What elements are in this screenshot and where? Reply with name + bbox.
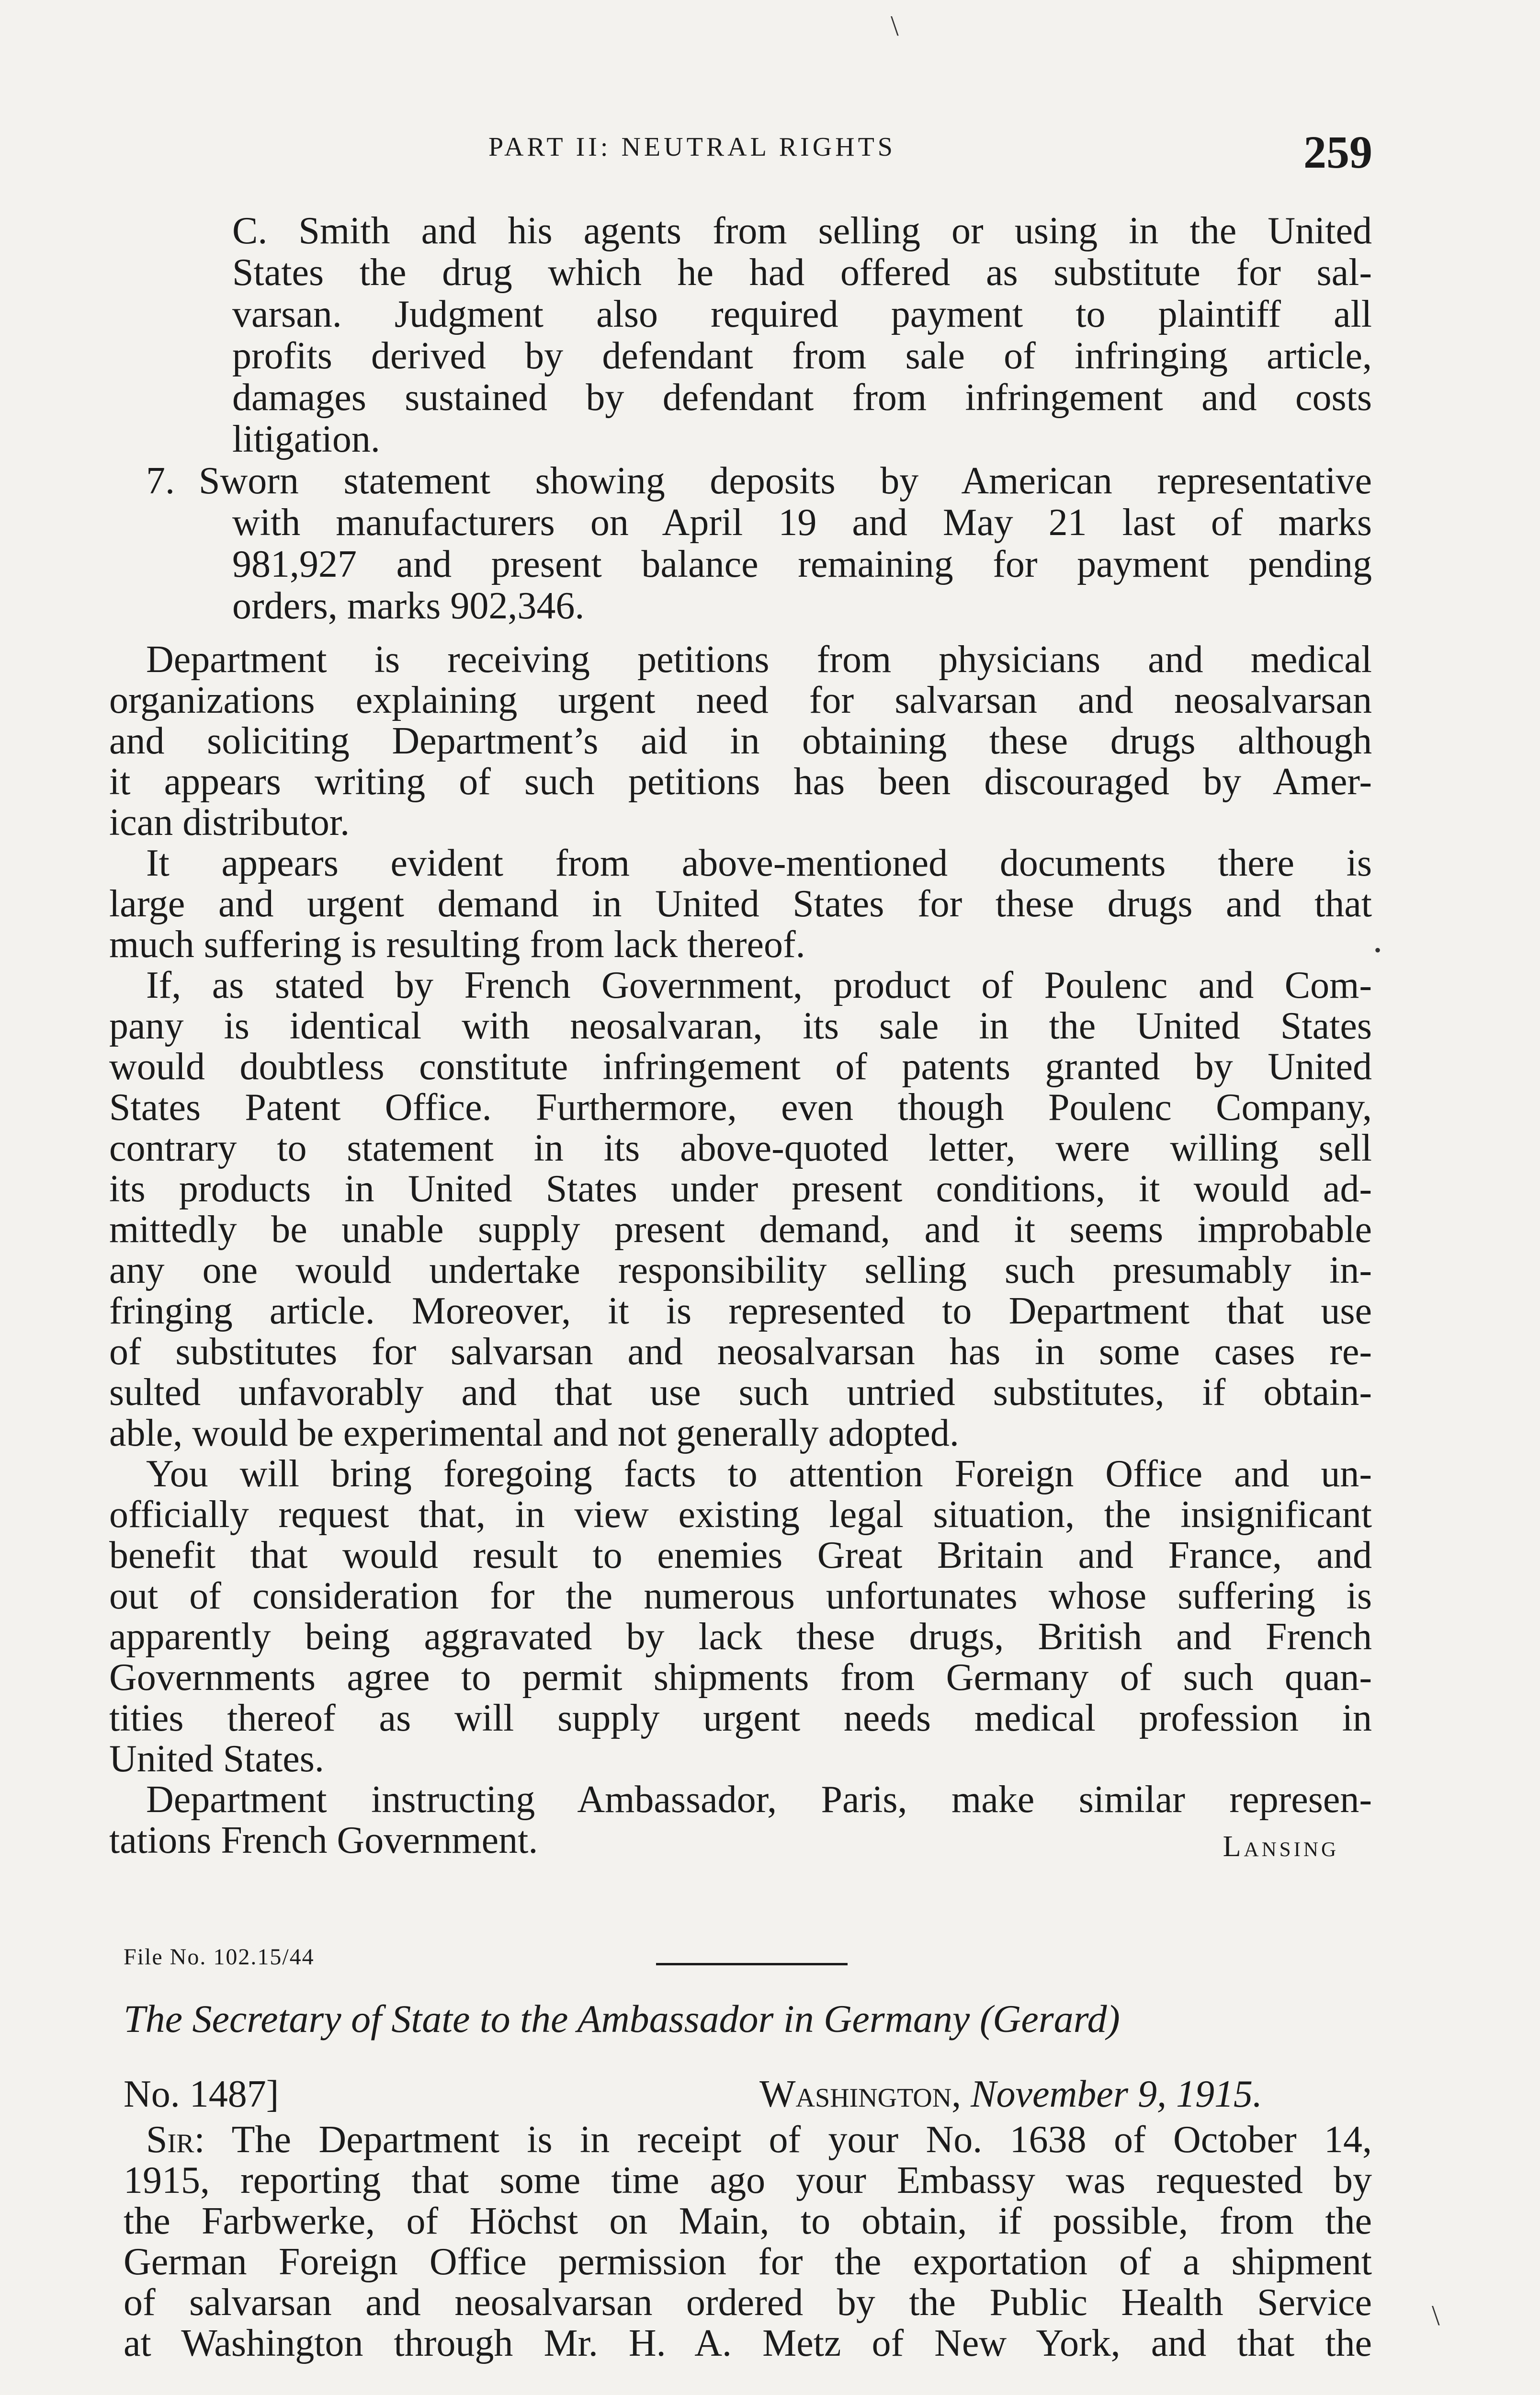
text-line: much suffering is resulting from lack thereof.	[109, 924, 805, 966]
text-line: Governments agree to permit shipments from Germany of such quan-	[109, 1656, 1372, 1699]
text-line: Department is receiving petitions from physicians and medical	[146, 639, 1372, 681]
text-line: of salvarsan and neosalvarsan ordered by the Public Health Service	[124, 2281, 1372, 2324]
salutation: Sir:	[146, 2119, 205, 2161]
dateline-place: Washington,	[759, 2073, 962, 2115]
letter-number: No. 1487]	[124, 2073, 279, 2115]
text-line	[146, 2120, 1372, 2160]
text-line: contrary to statement in its above-quoted letter, were willing sell	[109, 1127, 1372, 1169]
text-line: apparently being aggravated by lack these drugs, British and French	[109, 1616, 1372, 1658]
list-number: 7.	[146, 460, 175, 502]
text-line: damages sustained by defendant from infringement and costs	[232, 376, 1372, 419]
text-line: would doubtless constitute infringement of patents granted by United	[109, 1046, 1372, 1088]
text-line: Department instructing Ambassador, Paris, make similar represen-	[146, 1779, 1372, 1821]
text-line: sulted unfavorably and that use such untried substitutes, if obtain-	[109, 1371, 1372, 1414]
text-line: any one would undertake responsibility selling such presumably in-	[109, 1249, 1372, 1291]
signature: Lansing	[1223, 1830, 1339, 1863]
text-line: orders, marks 902,346.	[232, 585, 585, 627]
text-line: Sworn statement showing deposits by American representative	[199, 460, 1372, 502]
dateline	[759, 2074, 1262, 2114]
document-title: The Secretary of State to the Ambassador in Germany (Gerard)	[124, 1997, 1120, 2041]
text-line: litigation.	[232, 418, 380, 460]
stray-mark: \	[1432, 2300, 1440, 2331]
text-line: large and urgent demand in United States for these drugs and that	[109, 883, 1372, 925]
text-line: 1915, reporting that some time ago your Embassy was requested by	[124, 2159, 1372, 2201]
text-line: and soliciting Department’s aid in obtaining these drugs although	[109, 720, 1372, 762]
text-line: officially request that, in view existing legal situation, the insignificant	[109, 1494, 1372, 1536]
text-line: of substitutes for salvarsan and neosalvarsan has in some cases re-	[109, 1331, 1372, 1373]
text-line: tations French Government.	[109, 1819, 538, 1861]
text-line: You will bring foregoing facts to attention Foreign Office and un-	[146, 1453, 1372, 1495]
section-divider	[656, 1963, 848, 1965]
running-header: PART II: NEUTRAL RIGHTS	[488, 132, 896, 162]
text-line: States the drug which he had offered as substitute for sal-	[232, 251, 1372, 294]
file-number: File No. 102.15/44	[124, 1944, 315, 1970]
text-line: benefit that would result to enemies Great Britain and France, and	[109, 1534, 1372, 1576]
text-line: at Washington through Mr. H. A. Metz of New York, and that the	[124, 2322, 1372, 2364]
dateline-date: November 9, 1915.	[971, 2073, 1262, 2115]
text-line: its products in United States under present conditions, it would ad-	[109, 1168, 1372, 1210]
text-line: United States.	[109, 1738, 324, 1780]
text-line: profits derived by defendant from sale of infringing article,	[232, 335, 1372, 377]
text-line: It appears evident from above-mentioned documents there is	[146, 842, 1372, 884]
text-line: with manufacturers on April 19 and May 21 last of marks	[232, 502, 1372, 544]
text-line: If, as stated by French Government, product of Poulenc and Com-	[146, 964, 1372, 1006]
text-line: C. Smith and his agents from selling or using in the United	[232, 210, 1372, 252]
text-line: German Foreign Office permission for the exportation of a shipment	[124, 2241, 1372, 2283]
text-line: ican distributor.	[109, 801, 350, 844]
text-line: mittedly be unable supply present demand, and it seems improbable	[109, 1209, 1372, 1251]
text-line: fringing article. Moreover, it is represented to Department that use	[109, 1290, 1372, 1332]
text-line: tities thereof as will supply urgent needs medical profession in	[109, 1697, 1372, 1739]
text-line: 981,927 and present balance remaining for payment pending	[232, 543, 1372, 585]
text-line: able, would be experimental and not generally adopted.	[109, 1412, 959, 1454]
page-number: 259	[1303, 126, 1372, 178]
text-line: out of consideration for the numerous unfortunates whose suffering is	[109, 1575, 1372, 1617]
stray-mark: \	[891, 10, 899, 42]
text-line: pany is identical with neosalvaran, its sale in the United States	[109, 1005, 1372, 1047]
text-line: varsan. Judgment also required payment to plaintiff all	[232, 293, 1372, 335]
text-line: the Farbwerke, of Höchst on Main, to obtain, if possible, from the	[124, 2200, 1372, 2242]
stray-mark: •	[1374, 939, 1381, 961]
letter-text: The Department is in receipt of your No. 1638 of October 14,	[231, 2119, 1372, 2161]
text-line: States Patent Office. Furthermore, even though Poulenc Company,	[109, 1086, 1372, 1129]
text-line: it appears writing of such petitions has been discouraged by Amer-	[109, 761, 1372, 803]
text-line: organizations explaining urgent need for salvarsan and neosalvarsan	[109, 679, 1372, 721]
